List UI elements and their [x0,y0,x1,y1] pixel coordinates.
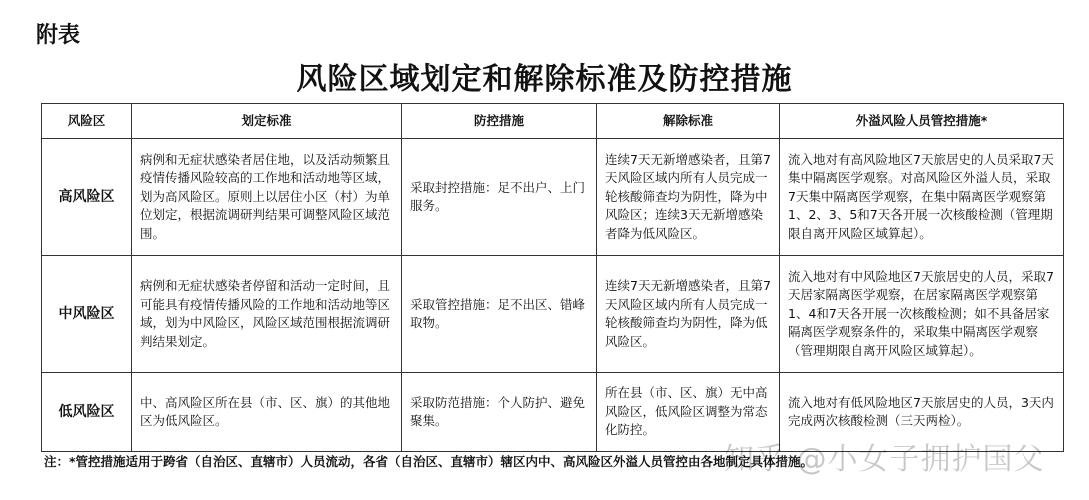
table-row-medium-risk [42,256,1064,373]
release-cell: 连续7天无新增感染者，且第7天风险区域内所有人员完成一轮核酸筛查均为阴性，降为中风险区；连续3天无新增感染者降为低风险区。 [597,139,780,256]
release-cell: 所在县（市、区、旗）无中高风险区，低风险区调整为常态化防控。 [597,373,780,452]
watermark: 知乎 @小女子拥护国父 [724,442,1045,477]
header-zone: 风险区 [42,104,132,139]
criteria-cell: 病例和无症状感染者停留和活动一定时间，且可能具有疫情传播风险的工作地和活动地等区域，划为中风险区，风险区域范围根据流调研判结果划定。 [132,256,402,373]
header-release: 解除标准 [597,104,780,139]
appendix-label: 附表 [36,23,81,48]
criteria-cell: 病例和无症状感染者居住地，以及活动频繁且疫情传播风险较高的工作地和活动地等区域，划为高风险区。原则上以居住小区（村）为单位划定，根据流调研判结果可调整风险区域范围。 [132,139,402,256]
spillover-cell: 流入地对有高风险地区7天旅居史的人员采取7天集中隔离医学观察。对高风险区外溢人员，采取7天集中隔离医学观察，在集中隔离医学观察第1、2、3、5和7天各开展一次核酸检测（管理期限自离开风险区域算起）。 [780,139,1064,256]
table-row-high-risk [42,139,1064,256]
header-criteria: 划定标准 [132,104,402,139]
spillover-cell: 流入地对有低风险地区7天旅居史的人员，3天内完成两次核酸检测（三天两检）。 [780,373,1064,452]
zone-cell: 中风险区 [42,256,132,373]
measures-cell: 采取封控措施：足不出户、上门服务。 [402,139,597,256]
table-header-row [42,104,1064,139]
footnote: 注：*管控措施适用于跨省（自治区、直辖市）人员流动，各省（自治区、直辖市）辖区内中、高风险区外溢人员管控由各地制定具体措施。 [44,454,814,469]
zone-cell: 高风险区 [42,139,132,256]
header-measures: 防控措施 [402,104,597,139]
measures-cell: 采取防范措施：个人防护、避免聚集。 [402,373,597,452]
criteria-cell: 中、高风险区所在县（市、区、旗）的其他地区为低风险区。 [132,373,402,452]
header-spillover: 外溢风险人员管控措施* [780,104,1064,139]
release-cell: 连续7天无新增感染者，且第7天风险区域内所有人员完成一轮核酸筛查均为阴性，降为低风险区。 [597,256,780,373]
measures-cell: 采取管控措施：足不出区、错峰取物。 [402,256,597,373]
zone-cell: 低风险区 [42,373,132,452]
spillover-cell: 流入地对有中风险地区7天旅居史的人员，采取7天居家隔离医学观察，在居家隔离医学观察第1、4和7天各开展一次核酸检测；如不具备居家隔离医学观察条件的，采取集中隔离医学观察（管理期限自离开风险区域算起）。 [780,256,1064,373]
document-title: 风险区域划定和解除标准及防控措施 [296,62,793,97]
risk-zone-table [41,103,1064,452]
